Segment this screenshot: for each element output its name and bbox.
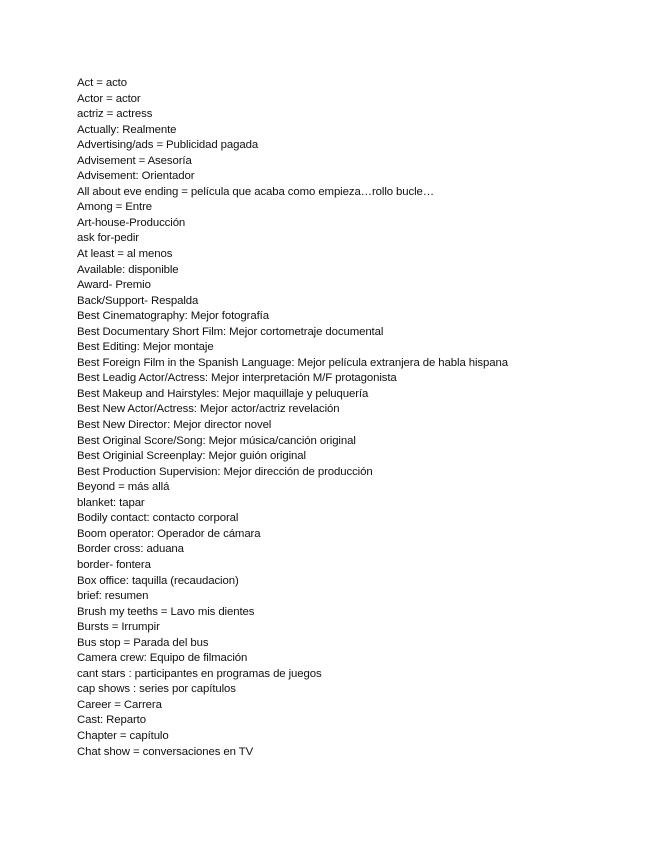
glossary-entry: Cast: Reparto (77, 714, 146, 727)
glossary-entry: Best Original Score/Song: Mejor música/canción original (77, 434, 356, 447)
glossary-entry: Art-house-Producción (77, 216, 186, 229)
glossary-entry: brief: resumen (77, 590, 149, 603)
glossary-entry: ask for-pedir (77, 232, 140, 245)
glossary-entry: Border cross: aduana (77, 543, 184, 556)
glossary-entry: Chat show = conversaciones en TV (77, 745, 254, 758)
glossary-entry: Brush my teeths = Lavo mis dientes (77, 605, 255, 618)
glossary-entry: Best Editing: Mejor montaje (77, 341, 214, 354)
glossary-entry: Boom operator: Operador de cámara (77, 527, 261, 540)
glossary-entry: Bodily contact: contacto corporal (77, 512, 239, 525)
glossary-entry: Best Originial Screenplay: Mejor guión original (77, 450, 306, 463)
glossary-entry: Career = Carrera (77, 698, 162, 711)
glossary-entry: Available: disponible (77, 263, 179, 276)
glossary-entry: Actor = actor (77, 92, 141, 105)
glossary-entry: Best Documentary Short Film: Mejor cortometraje documental (77, 325, 384, 338)
glossary-entry: Best New Director: Mejor director novel (77, 419, 272, 432)
glossary-entry: Best Leadig Actor/Actress: Mejor interpretación M/F protagonista (77, 372, 397, 385)
glossary-entry: Camera crew: Equipo de filmación (77, 652, 248, 665)
glossary-entry: Best Makeup and Hairstyles: Mejor maquillaje y peluquería (77, 387, 369, 400)
glossary-entry: border- fontera (77, 558, 151, 571)
glossary-entry: cap shows : series por capítulos (77, 683, 236, 696)
glossary-entry: Chapter = capítulo (77, 729, 169, 742)
glossary-entry: Advisement: Orientador (77, 170, 195, 183)
glossary-entry: Beyond = más allá (77, 481, 170, 494)
glossary-entry: Best New Actor/Actress: Mejor actor/actriz revelación (77, 403, 340, 416)
glossary-entry: Actually: Realmente (77, 123, 177, 136)
glossary-entry: All about eve ending = película que acaba como empieza…rollo bucle… (77, 185, 435, 198)
glossary-entry: Best Cinematography: Mejor fotografía (77, 310, 269, 323)
glossary-list (77, 76, 508, 760)
glossary-entry: actriz = actress (77, 108, 153, 121)
glossary-entry: Award- Premio (77, 279, 151, 292)
glossary-entry: Best Foreign Film in the Spanish Language: Mejor película extranjera de habla hispana (77, 356, 508, 369)
glossary-entry: Advisement = Asesoría (77, 154, 192, 167)
glossary-entry: Among = Entre (77, 201, 152, 214)
glossary-entry: Bus stop = Parada del bus (77, 636, 209, 649)
glossary-entry: Best Production Supervision: Mejor dirección de producción (77, 465, 373, 478)
glossary-entry: Advertising/ads = Publicidad pagada (77, 139, 259, 152)
glossary-entry: cant stars : participantes en programas de juegos (77, 667, 322, 680)
glossary-entry: Back/Support- Respalda (77, 294, 199, 307)
glossary-entry: Bursts = Irrumpir (77, 621, 160, 634)
glossary-entry: Box office: taquilla (recaudacion) (77, 574, 239, 587)
glossary-entry: At least = al menos (77, 248, 173, 261)
glossary-entry: blanket: tapar (77, 496, 145, 509)
glossary-entry: Act = acto (77, 77, 127, 89)
